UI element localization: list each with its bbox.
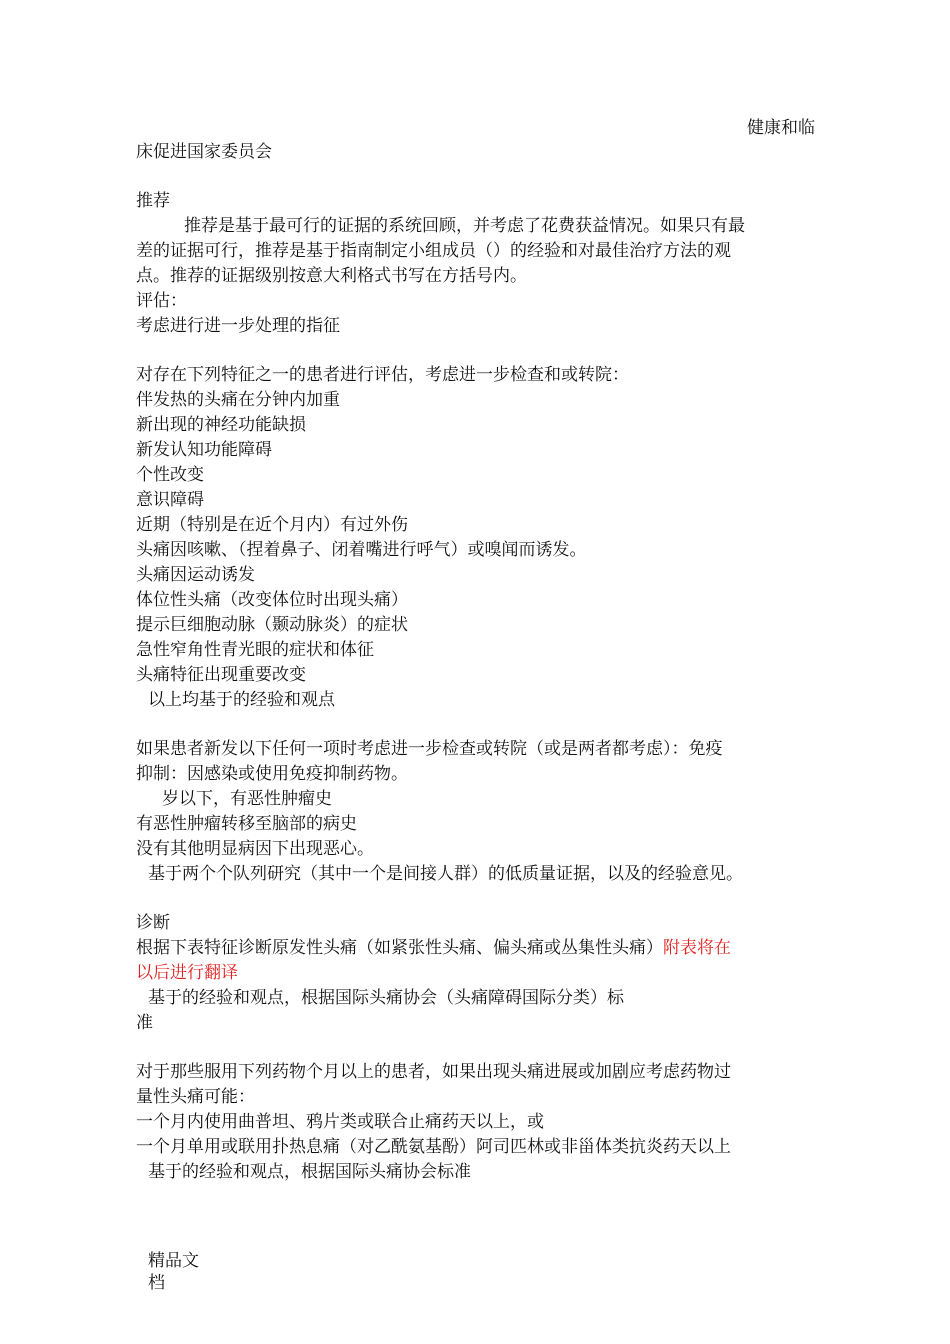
- recommendation-heading: 推荐: [136, 191, 170, 211]
- new-onset-intro-2: 抑制：因感染或使用免疫抑制药物。: [136, 764, 408, 784]
- features-intro: 对存在下列特征之一的患者进行评估，考虑进一步检查和或转院：: [136, 365, 629, 385]
- new-onset-item: 岁以下，有恶性肿瘤史: [162, 789, 332, 809]
- feature-item: 急性窄角性青光眼的症状和体征: [136, 640, 374, 660]
- feature-item: 头痛因运动诱发: [136, 565, 255, 585]
- feature-item: 新出现的神经功能缺损: [136, 415, 306, 435]
- moh-item: 一个月单用或联用扑热息痛（对乙酰氨基酚）阿司匹林或非甾体类抗炎药天以上: [136, 1137, 731, 1157]
- footer-line-1: 精品文: [148, 1251, 199, 1271]
- diagnosis-text: 根据下表特征诊断原发性头痛（如紧张性头痛、偏头痛或丛集性头痛）: [136, 938, 663, 958]
- recommendation-body-1: 推荐是基于最可行的证据的系统回顾，并考虑了花费获益情况。如果只有最: [184, 216, 745, 236]
- diagnosis-line: [136, 936, 731, 960]
- feature-item: 头痛特征出现重要改变: [136, 665, 306, 685]
- feature-item: 体位性头痛（改变体位时出现头痛）: [136, 590, 408, 610]
- features-basis: 以上均基于的经验和观点: [148, 690, 335, 710]
- moh-basis: 基于的经验和观点，根据国际头痛协会标准: [148, 1162, 471, 1182]
- feature-item: 意识障碍: [136, 490, 204, 510]
- header-line-1: 健康和临: [747, 118, 815, 138]
- new-onset-basis: 基于两个个队列研究（其中一个是间接人群）的低质量证据，以及的经验意见。: [148, 864, 743, 884]
- feature-item: 提示巨细胞动脉（颞动脉炎）的症状: [136, 615, 408, 635]
- moh-intro-2: 量性头痛可能：: [136, 1087, 255, 1107]
- diagnosis-heading: 诊断: [136, 913, 170, 933]
- assessment-heading: 评估：: [136, 291, 187, 311]
- feature-item: 新发认知功能障碍: [136, 440, 272, 460]
- new-onset-item: 有恶性肿瘤转移至脑部的病史: [136, 814, 357, 834]
- feature-item: 伴发热的头痛在分钟内加重: [136, 390, 340, 410]
- new-onset-intro-1: 如果患者新发以下任何一项时考虑进一步检查或转院（或是两者都考虑）：免疫: [136, 739, 723, 759]
- diagnosis-note-red: 附表将在: [663, 938, 731, 958]
- feature-item: 近期（特别是在近个月内）有过外伤: [136, 515, 408, 535]
- header-line-2: 床促进国家委员会: [136, 142, 272, 162]
- diagnosis-basis-2: 准: [136, 1013, 153, 1033]
- footer-line-2: 档: [148, 1273, 165, 1293]
- recommendation-body-2: 差的证据可行，推荐是基于指南制定小组成员（）的经验和对最佳治疗方法的观: [136, 241, 731, 261]
- feature-item: 头痛因咳嗽、（捏着鼻子、闭着嘴进行呼气）或嗅闻而诱发。: [136, 540, 587, 560]
- diagnosis-basis-1: 基于的经验和观点，根据国际头痛协会（头痛障碍国际分类）标: [148, 988, 624, 1008]
- assessment-subheading: 考虑进行进一步处理的指征: [136, 316, 340, 336]
- moh-item: 一个月内使用曲普坦、鸦片类或联合止痛药天以上，或: [136, 1112, 544, 1132]
- feature-item: 个性改变: [136, 465, 204, 485]
- diagnosis-note-red-continued: 以后进行翻译: [136, 963, 238, 983]
- new-onset-item: 没有其他明显病因下出现恶心。: [136, 839, 374, 859]
- moh-intro-1: 对于那些服用下列药物个月以上的患者，如果出现头痛进展或加剧应考虑药物过: [136, 1062, 731, 1082]
- recommendation-body-3: 点。推荐的证据级别按意大利格式书写在方括号内。: [136, 266, 527, 286]
